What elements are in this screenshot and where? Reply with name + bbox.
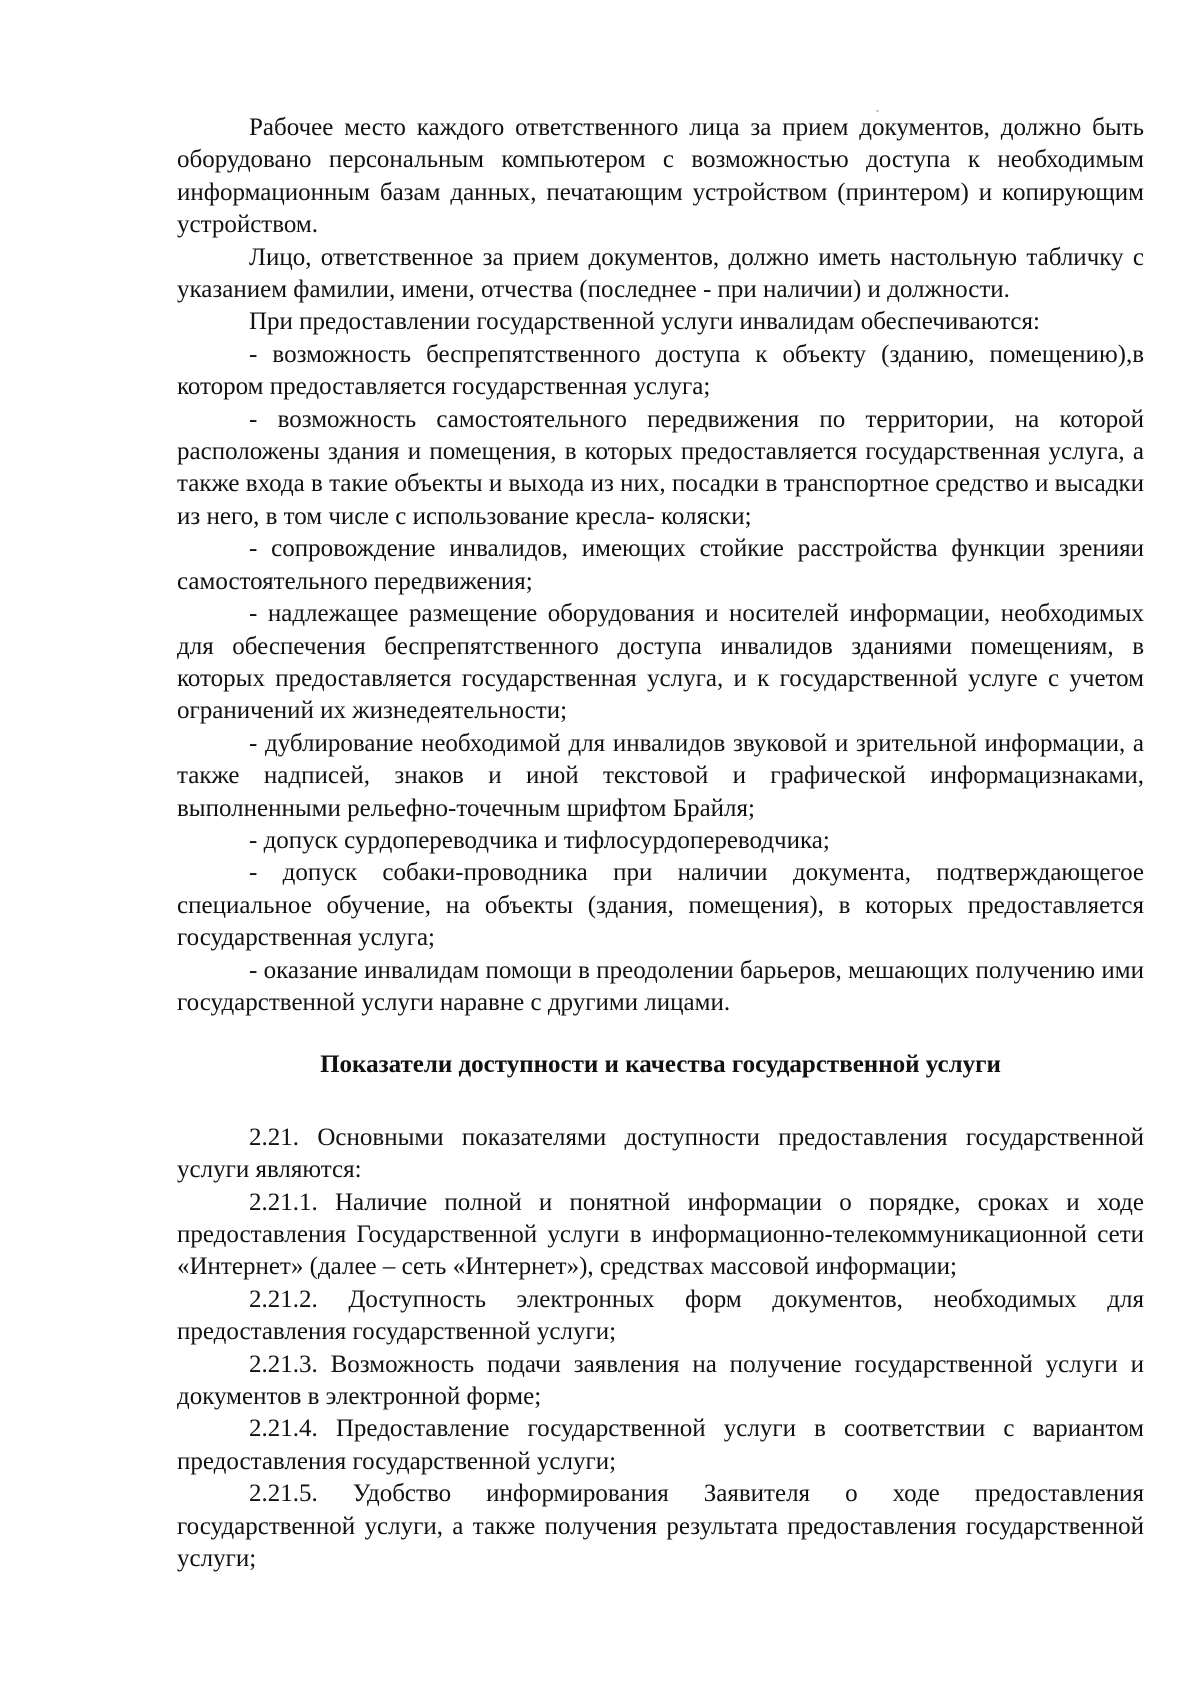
list-item: - допуск сурдопереводчика и тифлосурдопереводчика; <box>249 826 830 854</box>
paragraph-workplace: Рабочее место каждого ответственного лица за прием документов, должно быть оборудовано персональным компьютером с возможностью доступа к необходимым информационным базам данных, печатающим устройством (принтером) и копирующим устройством. <box>177 114 1144 239</box>
clause-2-21: 2.21. Основными показателями доступности предоставления государственной услуги являются: <box>177 1123 1144 1184</box>
list-item: - возможность беспрепятственного доступа к объекту (зданию, помещению),в котором предоставляется государственная услуга; <box>177 340 1144 401</box>
document-body <box>177 112 1144 1575</box>
list-item: - оказание инвалидам помощи в преодолении барьеров, мешающих получению ими государственной услуги наравне с другими лицами. <box>177 956 1144 1016</box>
list-item: - допуск собаки-проводника при наличии документа, подтверждающегое специальное обучение, на объекты (здания, помещения), в которых предоставляется государственная услуга; <box>177 859 1144 952</box>
clause-2-21-1: 2.21.1. Наличие полной и понятной информации о порядке, сроках и ходе предоставления Государственной услуги в информационно-телекоммуникационной сети «Интернет» (далее – сеть «Интернет»), средствах массовой информации; <box>177 1188 1144 1281</box>
clause-2-21-3: 2.21.3. Возможность подачи заявления на получение государственной услуги и документов в электронной форме; <box>177 1350 1144 1411</box>
paragraph-disabled-intro: При предоставлении государственной услуги инвалидам обеспечиваются: <box>249 308 1040 336</box>
clause-2-21-4: 2.21.4. Предоставление государственной услуги в соответствии с вариантом предоставления государственной услуги; <box>177 1415 1144 1475</box>
list-item: - возможность самостоятельного передвижения по территории, на которой расположены здания и помещения, в которых предоставляется государственная услуга, а также входа в такие объекты и выхода из них, посадки в транспортное средство и высадки из него, в том числе с использование кресла- коляски; <box>177 405 1144 530</box>
list-item: - надлежащее размещение оборудования и носителей информации, необходимых для обеспечения беспрепятственного доступа инвалидов зданиями помещениям, в которых предоставляется государственная услуга, и к государственной услуге с учетом ограничений их жизнедеятельности; <box>177 600 1144 725</box>
clause-2-21-2: 2.21.2. Доступность электронных форм документов, необходимых для предоставления государственной услуги; <box>177 1285 1144 1346</box>
list-item: - дублирование необходимой для инвалидов звуковой и зрительной информации, а также надписей, знаков и иной текстовой и графической информацизнаками, выполненными рельефно-точечным шрифтом Брайля; <box>177 729 1144 822</box>
paragraph-responsible-person: Лицо, ответственное за прием документов, должно иметь настольную табличку с указанием фамилии, имени, отчества (последнее - при наличии) и должности. <box>177 243 1144 304</box>
section-heading: Показатели доступности и качества государственной услуги <box>320 1051 1001 1079</box>
clause-2-21-5: 2.21.5. Удобство информирования Заявителя о ходе предоставления государственной услуги, а также получения результата предоставления государственной услуги; <box>177 1480 1144 1573</box>
list-item: - сопровождение инвалидов, имеющих стойкие расстройства функции зренияи самостоятельного передвижения; <box>177 535 1144 595</box>
